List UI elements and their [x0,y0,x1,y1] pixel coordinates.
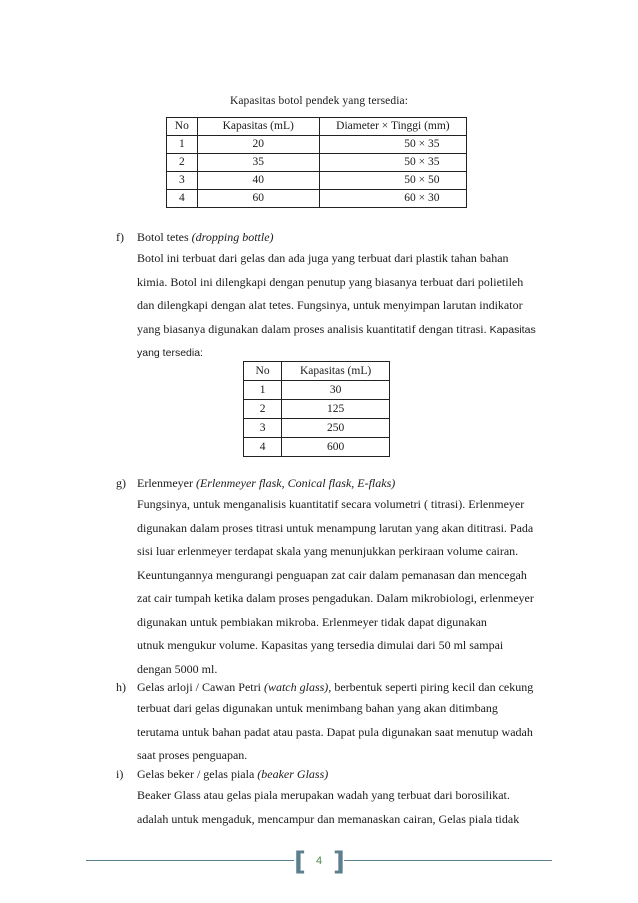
table-cell: 2 [244,400,282,419]
table-cell: 3 [244,419,282,438]
text-line: Botol ini terbuat dari gelas dan ada juga yang terbuat dari plastik tahan bahan [137,251,509,265]
table-row [167,172,467,190]
text-line: digunakan untuk pembiakan mikroba. Erlenmeyer tidak dapat digunakan [137,614,487,629]
text-line: terutama untuk bahan padat atau pasta. Dapat pula digunakan saat menutup wadah [137,724,533,739]
list-marker: h) [116,680,126,694]
section-i-heading [116,767,328,782]
column-header: No [167,118,198,136]
table-row [244,400,390,419]
table-cell: 4 [244,438,282,457]
table-row [244,419,390,438]
table-cell: 50 × 35 [319,136,466,154]
section-title-italic: (beaker Glass) [257,767,329,781]
text-line: Fungsinya, untuk menganalisis kuantitatif secara volumetri ( titrasi). Erlenmeyer [137,497,525,511]
table-header-row [244,362,390,381]
table-row [167,190,467,208]
table-cell: 250 [282,419,390,438]
text-line: digunakan dalam proses titrasi untuk menampung larutan yang akan dititrasi. Pada [137,520,534,535]
section-title-italic: (watch glass), [263,680,332,694]
table-cell: 60 [197,190,319,208]
text-line: utnuk mengukur volume. Kapasitas yang tersedia dimulai dari 50 ml sampai [137,638,504,652]
table-cell: 50 × 35 [319,154,466,172]
section-title-italic: (dropping bottle) [191,230,274,244]
table-row [167,154,467,172]
text-line [137,318,558,342]
section-h-body [137,697,558,768]
section-f-heading [116,230,274,245]
table-cell: 4 [167,190,198,208]
right-bracket-icon: ] [333,847,345,877]
text-line: sisi luar erlenmeyer terdapat skala yang menunjukkan perkiraan volume cairan. [137,544,519,558]
section-title: Gelas arloji / Cawan Petri [137,680,264,694]
section-title-italic: (Erlenmeyer flask, Conical flask, E-flaks) [195,476,396,490]
section-title: Erlenmeyer [137,476,196,490]
capacity-table-dropping-bottle [243,361,390,457]
section-g-heading [116,476,395,491]
capacity-table-short-bottle [166,117,467,208]
table-cell: 1 [167,136,198,154]
table-cell: 2 [167,154,198,172]
section-g-body [137,493,558,681]
table-cell: 20 [197,136,319,154]
table1-caption: Kapasitas botol pendek yang tersedia: [229,95,409,107]
section-title: Gelas beker / gelas piala [137,767,258,781]
table-cell: 600 [282,438,390,457]
text-line: terbuat dari gelas digunakan untuk menimbang bahan yang akan ditimbang [137,701,498,715]
table-header-row [167,118,467,136]
text-segment-sans: Kapasitas [489,323,536,336]
list-marker: i) [116,767,124,781]
table-cell: 1 [244,381,282,400]
footer-rule-left [86,860,294,861]
text-line: zat cair tumpah ketika dalam proses pengadukan. Dalam mikrobiologi, erlenmeyer [137,591,534,605]
table-cell: 3 [167,172,198,190]
table-row [167,136,467,154]
text-segment: yang biasanya digunakan dalam proses analisis kuantitatif dengan titrasi. [137,321,487,336]
text-segment-sans: yang tersedia: [137,347,203,359]
column-header: Kapasitas (mL) [197,118,319,136]
section-i-body [137,784,558,831]
table-row [244,438,390,457]
table-cell: 50 × 50 [319,172,466,190]
text-line: dengan 5000 ml. [137,661,218,676]
text-line: saat proses penguapan. [137,748,248,762]
table-cell: 35 [197,154,319,172]
section-f-body [137,247,558,365]
text-line: Keuntungannya mengurangi penguapan zat cair dalam pemanasan dan mencegah [137,567,527,582]
left-bracket-icon: [ [294,847,306,877]
section-title: Botol tetes [137,230,192,244]
table-cell: 125 [282,400,390,419]
table-cell: 60 × 30 [319,190,466,208]
footer-rule-right [344,860,552,861]
list-marker: f) [116,230,124,244]
table-cell: 30 [282,381,390,400]
table-row [244,381,390,400]
section-title-rest: berbentuk seperti piring kecil dan cekung [331,680,534,694]
text-line: kimia. Botol ini dilengkapi dengan penutup yang biasanya terbuat dari polietileh [137,274,524,289]
text-line: Beaker Glass atau gelas piala merupakan wadah yang terbuat dari borosilikat. [137,788,510,802]
section-h-heading [116,680,533,695]
column-header: Kapasitas (mL) [282,362,390,381]
page-number: 4 [315,855,323,867]
column-header: No [244,362,282,381]
table-cell: 40 [197,172,319,190]
list-marker: g) [116,476,126,490]
column-header: Diameter × Tinggi (mm) [319,118,466,136]
text-line: dan dilengkapi dengan alat tetes. Fungsinya, untuk menyimpan larutan indikator [137,298,523,312]
text-line: adalah untuk mengaduk, mencampur dan memanaskan cairan, Gelas piala tidak [137,811,520,826]
